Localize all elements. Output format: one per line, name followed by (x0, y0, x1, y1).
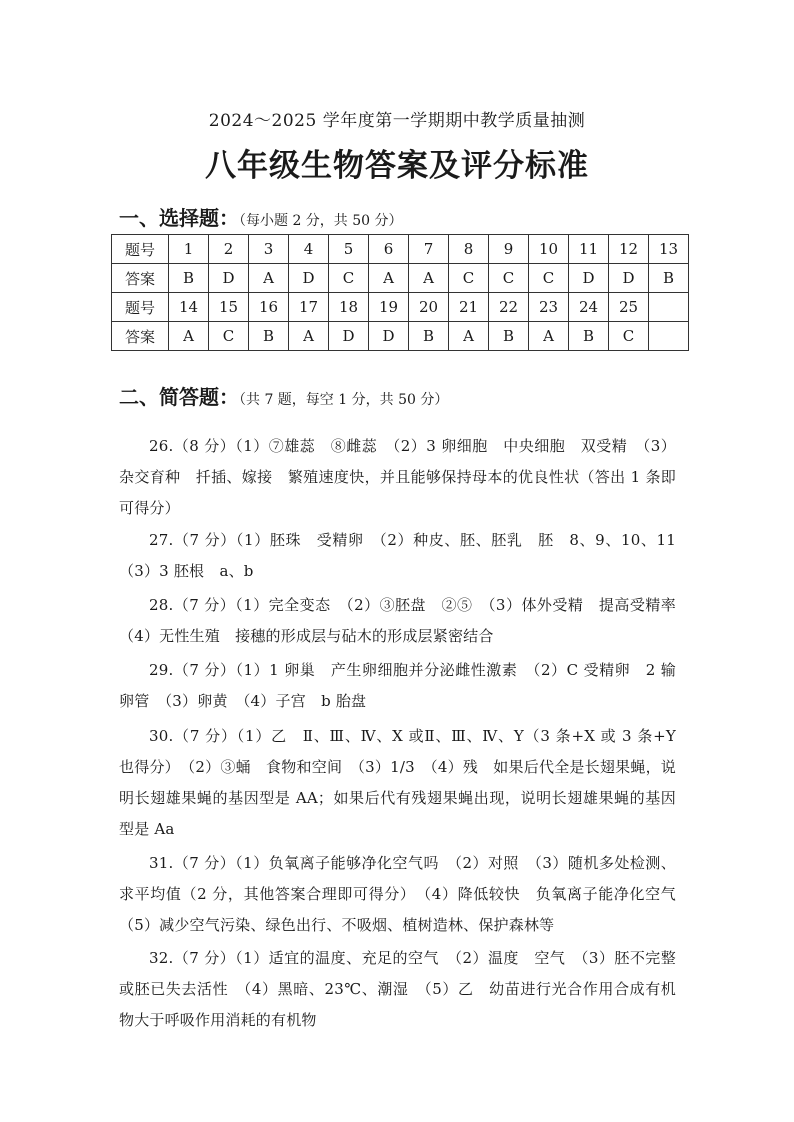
table-cell: 17 (289, 293, 329, 322)
table-cell: A (249, 264, 289, 293)
table-cell: C (209, 322, 249, 351)
table-cell: 25 (609, 293, 649, 322)
table-cell: D (609, 264, 649, 293)
table-row-header: 题号 (112, 293, 169, 322)
table-cell: 23 (529, 293, 569, 322)
page-title: 八年级生物答案及评分标准 (205, 148, 589, 184)
table-cell: 5 (329, 235, 369, 264)
table-cell: 10 (529, 235, 569, 264)
table-cell: D (569, 264, 609, 293)
answer-q31: 31.（7 分）（1）负氧离子能够净化空气吗 （2）对照 （3）随机多处检测、求平均值（2 分，其他答案合理即可得分） （4）降低较快 负氧离子能净化空气 （5）减少空气污染、绿色出行、不吸烟、植树造林、保护森林等 (119, 854, 692, 934)
table-cell: B (409, 322, 449, 351)
answer-q29: 29.（7 分）（1）1 卵巢 产生卵细胞并分泌雌性激素 （2）C 受精卵 2 输卵管 （3）卵黄 （4）子宫 b 胎盘 (119, 661, 676, 710)
table-cell: D (289, 264, 329, 293)
table-cell: 14 (169, 293, 209, 322)
section-choice-heading (119, 202, 403, 231)
table-cell: B (649, 264, 689, 293)
table-row (112, 264, 689, 293)
table-row-header: 题号 (112, 235, 169, 264)
table-cell: A (449, 322, 489, 351)
answer-q26: 26.（8 分）（1）⑦雄蕊 ⑧雌蕊 （2）3 卵细胞 中央细胞 双受精 （3）杂交育种 扦插、嫁接 繁殖速度快，并且能够保持母本的优良性状（答出 1 条即可得分） (119, 437, 676, 517)
table-cell: 8 (449, 235, 489, 264)
answer-q28: 28.（7 分）（1）完全变态 （2）③胚盘 ②⑤ （3）体外受精 提高受精率 （4）无性生殖 接穗的形成层与砧木的形成层紧密结合 (119, 596, 692, 645)
table-cell: A (169, 322, 209, 351)
table-cell: 9 (489, 235, 529, 264)
answer-q32: 32.（7 分）（1）适宜的温度、充足的空气 （2）温度 空气 （3）胚不完整或胚已失去活性 （4）黑暗、23℃、潮湿 （5）乙 幼苗进行光合作用合成有机物大于呼吸作用消耗的有机物 (119, 949, 676, 1029)
answer-q27: 27.（7 分）（1）胚珠 受精卵 （2）种皮、胚、胚乳 胚 8、9、10、11（3）3 胚根 a、b (119, 531, 676, 580)
table-cell: B (169, 264, 209, 293)
table-cell: C (609, 322, 649, 351)
table-cell: 12 (609, 235, 649, 264)
table-cell: D (209, 264, 249, 293)
table-cell: A (369, 264, 409, 293)
table-cell: 19 (369, 293, 409, 322)
section-choice-note: （每小题 2 分，共 50 分） (239, 213, 403, 229)
table-cell: 4 (289, 235, 329, 264)
table-row-header: 答案 (112, 322, 169, 351)
exam-title: 2024～2025 学年度第一学期期中教学质量抽测 (208, 111, 586, 131)
table-cell: B (249, 322, 289, 351)
section-short-answer-heading (119, 381, 448, 410)
table-cell: 2 (209, 235, 249, 264)
section-short-answer-title: 二、简答题： (119, 385, 239, 409)
table-cell: 1 (169, 235, 209, 264)
table-cell: B (569, 322, 609, 351)
table-cell (649, 293, 689, 322)
table-cell: 16 (249, 293, 289, 322)
table-cell: 6 (369, 235, 409, 264)
table-cell: C (529, 264, 569, 293)
choice-answer-table (111, 234, 689, 351)
table-cell: C (489, 264, 529, 293)
table-cell: 24 (569, 293, 609, 322)
table-cell: A (289, 322, 329, 351)
table-row (112, 235, 689, 264)
table-cell: 11 (569, 235, 609, 264)
section-choice-title: 一、选择题： (119, 206, 239, 230)
table-cell: D (369, 322, 409, 351)
table-cell: B (489, 322, 529, 351)
table-cell: 13 (649, 235, 689, 264)
table-cell: C (449, 264, 489, 293)
table-row (112, 293, 689, 322)
table-cell: 22 (489, 293, 529, 322)
table-cell: A (529, 322, 569, 351)
table-cell: 3 (249, 235, 289, 264)
table-cell: D (329, 322, 369, 351)
table-cell: 15 (209, 293, 249, 322)
table-cell (649, 322, 689, 351)
table-cell: 18 (329, 293, 369, 322)
table-cell: 20 (409, 293, 449, 322)
section-short-answer-note: （共 7 题，每空 1 分，共 50 分） (239, 392, 449, 408)
table-cell: 7 (409, 235, 449, 264)
table-row-header: 答案 (112, 264, 169, 293)
table-row (112, 322, 689, 351)
answer-q30: 30.（7 分）（1）乙 Ⅱ、Ⅲ、Ⅳ、X 或Ⅱ、Ⅲ、Ⅳ、Y（3 条+X 或 3 条+Y 也得分） （2）③蛹 食物和空间 （3）1/3 （4）残 如果后代全是长翅果蝇，说明长翅雄果蝇的基因型是 AA；如果后代有残翅果蝇出现，说明长翅雄果蝇的基因型是 Aa (119, 727, 676, 838)
table-cell: C (329, 264, 369, 293)
table-cell: A (409, 264, 449, 293)
table-cell: 21 (449, 293, 489, 322)
